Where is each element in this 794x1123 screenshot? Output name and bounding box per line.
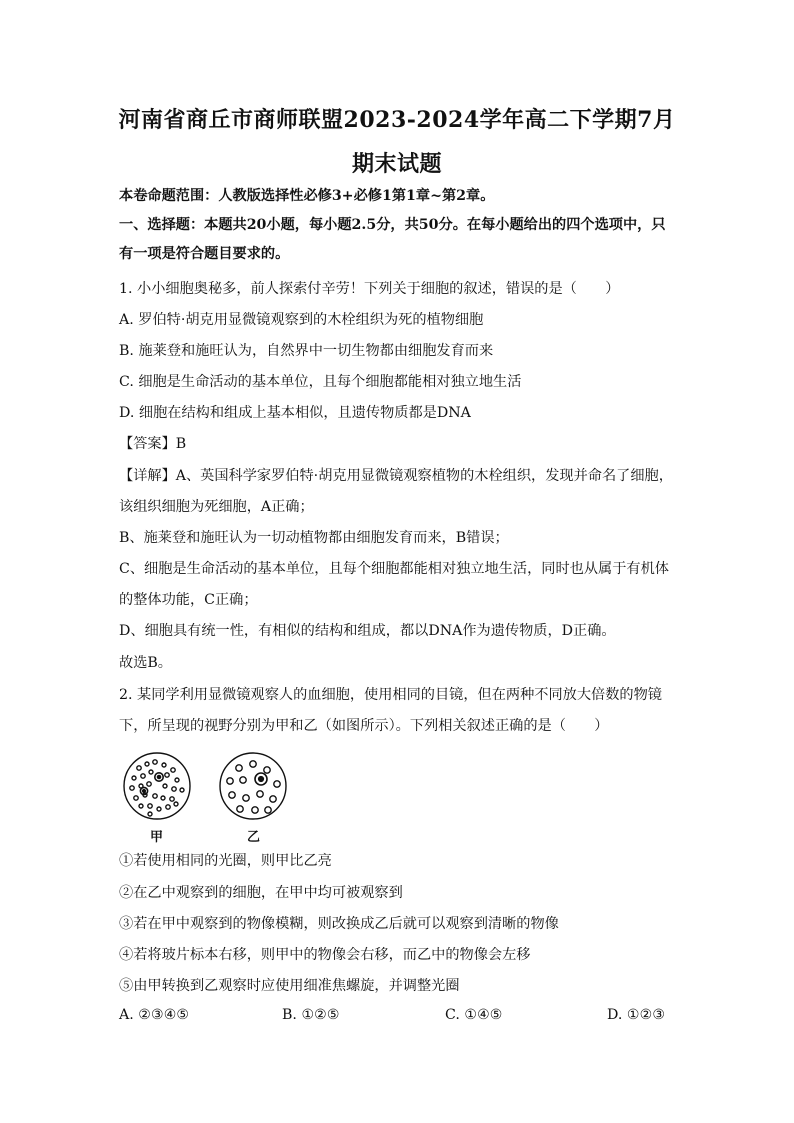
q1-option-a: A. 罗伯特·胡克用显微镜观察到的木栓组织为死的植物细胞 xyxy=(119,312,484,328)
q1-explanation-line: 【详解】A、英国科学家罗伯特·胡克用显微镜观察植物的木栓组织，发现并命名了细胞， xyxy=(119,468,673,484)
page-title-line1: 河南省商丘市商师联盟2023-2024学年高二下学期7月 xyxy=(118,107,676,133)
q1-conclusion: 故选B。 xyxy=(119,655,172,671)
q2-statement-1: ①若使用相同的光圈，则甲比乙亮 xyxy=(119,853,332,869)
q1-stem: 1. 小小细胞奥秘多，前人探索付辛劳！下列关于细胞的叙述，错误的是（ ） xyxy=(119,281,620,297)
section-instructions-line1: 一、选择题：本题共20小题，每小题2.5分，共50分。在每小题给出的四个选项中，只 xyxy=(119,217,666,233)
field-yi-view xyxy=(220,753,286,819)
q1-option-c: C. 细胞是生命活动的基本单位，且每个细胞都能相对独立地生活 xyxy=(119,374,522,390)
q2-statement-3: ③若在甲中观察到的物像模糊，则改换成乙后就可以观察到清晰的物像 xyxy=(119,916,559,932)
figure-label-yi: 乙 xyxy=(247,830,261,845)
q1-explanation-line: 的整体功能，C正确； xyxy=(119,592,258,608)
q1-explanation-line: B、施莱登和施旺认为一切动植物都由细胞发育而来，B错误； xyxy=(119,530,509,546)
q2-stem-line2: 下，所呈现的视野分别为甲和乙（如图所示）。下列相关叙述正确的是（ ） xyxy=(119,718,609,734)
q2-stem-line1: 2. 某同学利用显微镜观察人的血细胞，使用相同的目镜，但在两种不同放大倍数的物镜 xyxy=(119,687,662,703)
q1-answer: 【答案】B xyxy=(119,436,187,452)
q1-explanation-line: C、细胞是生命活动的基本单位，且每个细胞都能相对独立地生活，同时也从属于有机体 xyxy=(119,561,669,577)
q2-option-b: B. ①②⑤ xyxy=(282,1007,340,1023)
q2-option-a: A. ②③④⑤ xyxy=(119,1007,190,1023)
q2-option-d: D. ①②③ xyxy=(607,1007,666,1023)
microscope-fields-figure xyxy=(119,748,299,844)
exam-scope: 本卷命题范围：人教版选择性必修3+必修1第1章~第2章。 xyxy=(119,188,495,204)
q2-statement-5: ⑤由甲转换到乙观察时应使用细准焦螺旋，并调整光圈 xyxy=(119,978,460,994)
q1-option-d: D. 细胞在结构和组成上基本相似，且遗传物质都是DNA xyxy=(119,405,471,421)
page-title-line2: 期末试题 xyxy=(351,151,442,177)
figure-label-jia: 甲 xyxy=(150,830,164,845)
section-instructions-line2: 有一项是符合题目要求的。 xyxy=(119,246,290,262)
q1-option-b: B. 施莱登和施旺认为，自然界中一切生物都由细胞发育而来 xyxy=(119,343,494,359)
q2-statement-4: ④若将玻片标本右移，则甲中的物像会右移，而乙中的物像会左移 xyxy=(119,947,531,963)
q2-options xyxy=(119,1007,679,1029)
q2-option-c: C. ①④⑤ xyxy=(445,1007,503,1023)
field-jia-view xyxy=(124,753,190,819)
q1-explanation-line: 该组织细胞为死细胞，A正确； xyxy=(119,499,314,515)
q1-explanation-line: D、细胞具有统一性，有相似的结构和组成，都以DNA作为遗传物质，D正确。 xyxy=(119,623,616,639)
q2-statement-2: ②在乙中观察到的细胞，在甲中均可被观察到 xyxy=(119,885,403,901)
